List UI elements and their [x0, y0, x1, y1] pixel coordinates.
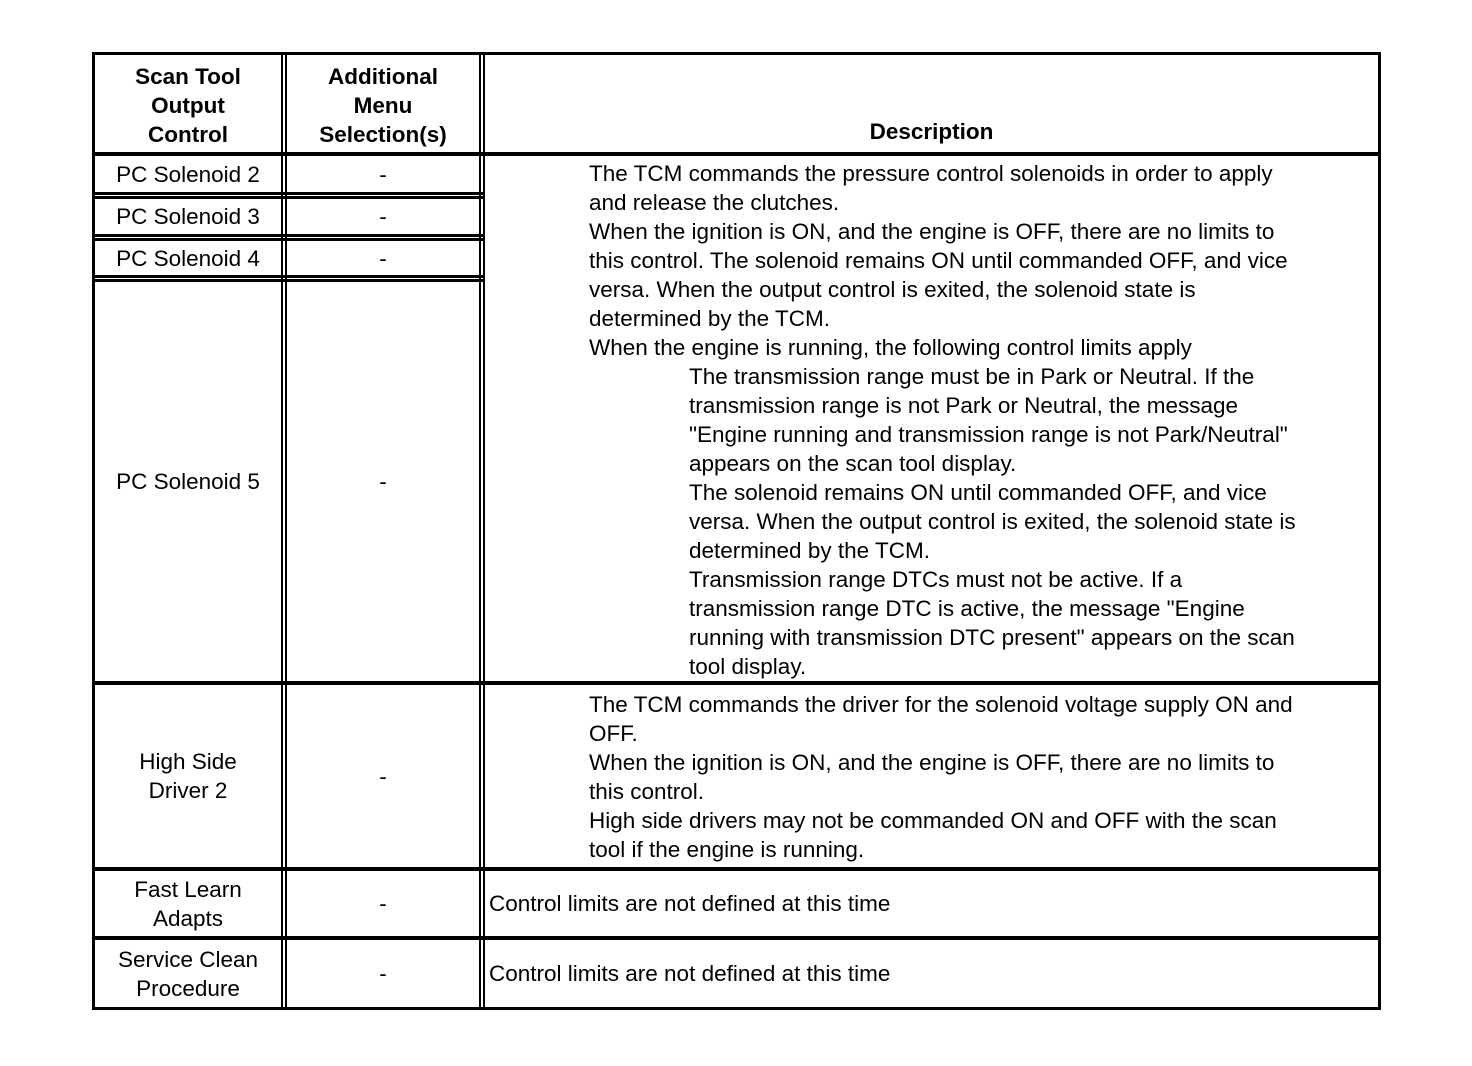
header-col3-label: Description — [869, 119, 994, 144]
row-service-clean-procedure-menu — [287, 940, 479, 1007]
pc-desc-indent-5: The solenoid remains ON until commanded OFF, and vice — [689, 480, 1267, 505]
row-pc-solenoid-3-menu — [287, 199, 479, 234]
pc-desc-line-4: this control. The solenoid remains ON until commanded OFF, and vice — [589, 248, 1288, 273]
pc-solenoid-2-menu-value: - — [379, 161, 387, 187]
row-high-side-driver-2-control — [95, 685, 281, 867]
pc-solenoid-4-menu-value: - — [379, 245, 387, 271]
header-col1-line3: Control — [148, 121, 228, 147]
row-pc-solenoid-3-control — [95, 199, 281, 234]
pc-solenoid-5-menu-value: - — [379, 469, 387, 494]
row-pc-solenoid-2-control — [95, 156, 281, 192]
high-side-menu-value: - — [379, 763, 387, 789]
pc-desc-line-7: When the engine is running, the following control limits apply — [589, 335, 1192, 360]
pc-desc-indent-10: running with transmission DTC present" appears on the scan — [689, 625, 1295, 650]
high-side-description — [485, 685, 1378, 867]
pc-desc-indent-2: transmission range is not Park or Neutral, the message — [689, 393, 1238, 418]
header-col1-line1: Scan Tool — [135, 63, 241, 89]
hs-desc-line-5: High side drivers may not be commanded ON and OFF with the scan — [589, 808, 1277, 833]
row-high-side-driver-2-menu — [287, 685, 479, 867]
row-pc-solenoid-5-menu — [287, 282, 479, 681]
header-col2-line1: Additional — [328, 63, 438, 89]
row-divider-pc3 — [95, 234, 485, 237]
pc-desc-indent-8: Transmission range DTCs must not be active. If a — [689, 567, 1183, 592]
hs-desc-line-4: this control. — [589, 779, 705, 804]
service-clean-description — [485, 940, 1378, 1007]
high-side-label-line1: High Side — [139, 749, 237, 774]
pc-solenoid-4-label: PC Solenoid 4 — [116, 245, 260, 271]
pc-desc-line-6: determined by the TCM. — [589, 306, 830, 331]
pc-desc-indent-6: versa. When the output control is exited, the solenoid state is — [689, 509, 1296, 534]
pc-desc-indent-4: appears on the scan tool display. — [689, 451, 1017, 476]
header-additional-menu-selections — [287, 59, 479, 151]
header-col2-line2: Menu — [353, 92, 413, 118]
hs-desc-line-3: When the ignition is ON, and the engine is OFF, there are no limits to — [589, 750, 1275, 775]
pc-solenoid-3-label: PC Solenoid 3 — [116, 204, 260, 229]
pc-desc-line-2: and release the clutches. — [589, 190, 840, 215]
fast-learn-menu-value: - — [379, 891, 387, 916]
row-fast-learn-adapts-control — [95, 871, 281, 936]
service-clean-desc-text: Control limits are not defined at this time — [489, 961, 891, 986]
fast-learn-label-line1: Fast Learn — [134, 876, 242, 902]
row-pc-solenoid-5-control — [95, 282, 281, 681]
service-clean-label-line2: Procedure — [136, 975, 240, 1001]
row-pc-solenoid-4-menu — [287, 241, 479, 275]
pc-desc-indent-1: The transmission range must be in Park or Neutral. If the — [689, 364, 1255, 389]
fast-learn-label-line2: Adapts — [152, 905, 224, 931]
row-divider-pc4 — [95, 275, 485, 278]
row-service-clean-procedure-control — [95, 940, 281, 1007]
pc-solenoid-2-label: PC Solenoid 2 — [116, 161, 260, 187]
row-fast-learn-adapts-menu — [287, 871, 479, 936]
pc-solenoid-3-menu-value: - — [379, 204, 387, 229]
hs-desc-line-6: tool if the engine is running. — [589, 837, 865, 862]
row-pc-solenoid-2-menu — [287, 156, 479, 192]
fast-learn-desc-text: Control limits are not defined at this time — [489, 891, 891, 916]
pc-desc-indent-3: "Engine running and transmission range is not Park/Neutral" — [689, 422, 1288, 447]
header-scan-tool-output-control — [95, 59, 281, 151]
header-description — [485, 117, 1378, 151]
hs-desc-line-2: OFF. — [589, 721, 638, 746]
fast-learn-description — [485, 871, 1378, 936]
hs-desc-line-1: The TCM commands the driver for the solenoid voltage supply ON and — [589, 692, 1293, 717]
pc-desc-line-5: versa. When the output control is exited, the solenoid state is — [589, 277, 1196, 302]
header-col1-line2: Output — [151, 92, 225, 118]
pc-desc-indent-9: transmission range DTC is active, the message "Engine — [689, 596, 1245, 621]
pc-desc-line-1: The TCM commands the pressure control solenoids in order to apply — [589, 161, 1273, 186]
pc-desc-indent-7: determined by the TCM. — [689, 538, 930, 563]
row-pc-solenoid-4-control — [95, 241, 281, 275]
high-side-label-line2: Driver 2 — [148, 778, 228, 803]
header-col2-line3: Selection(s) — [319, 121, 447, 147]
pc-desc-indent-11: tool display. — [689, 654, 807, 679]
row-divider-pc2 — [95, 192, 485, 195]
pc-solenoid-5-label: PC Solenoid 5 — [116, 469, 260, 494]
output-control-table — [92, 52, 1381, 1010]
service-clean-menu-value: - — [379, 961, 387, 986]
pc-desc-line-3: When the ignition is ON, and the engine is OFF, there are no limits to — [589, 219, 1275, 244]
pc-solenoids-description — [485, 156, 1378, 681]
service-clean-label-line1: Service Clean — [117, 946, 259, 972]
